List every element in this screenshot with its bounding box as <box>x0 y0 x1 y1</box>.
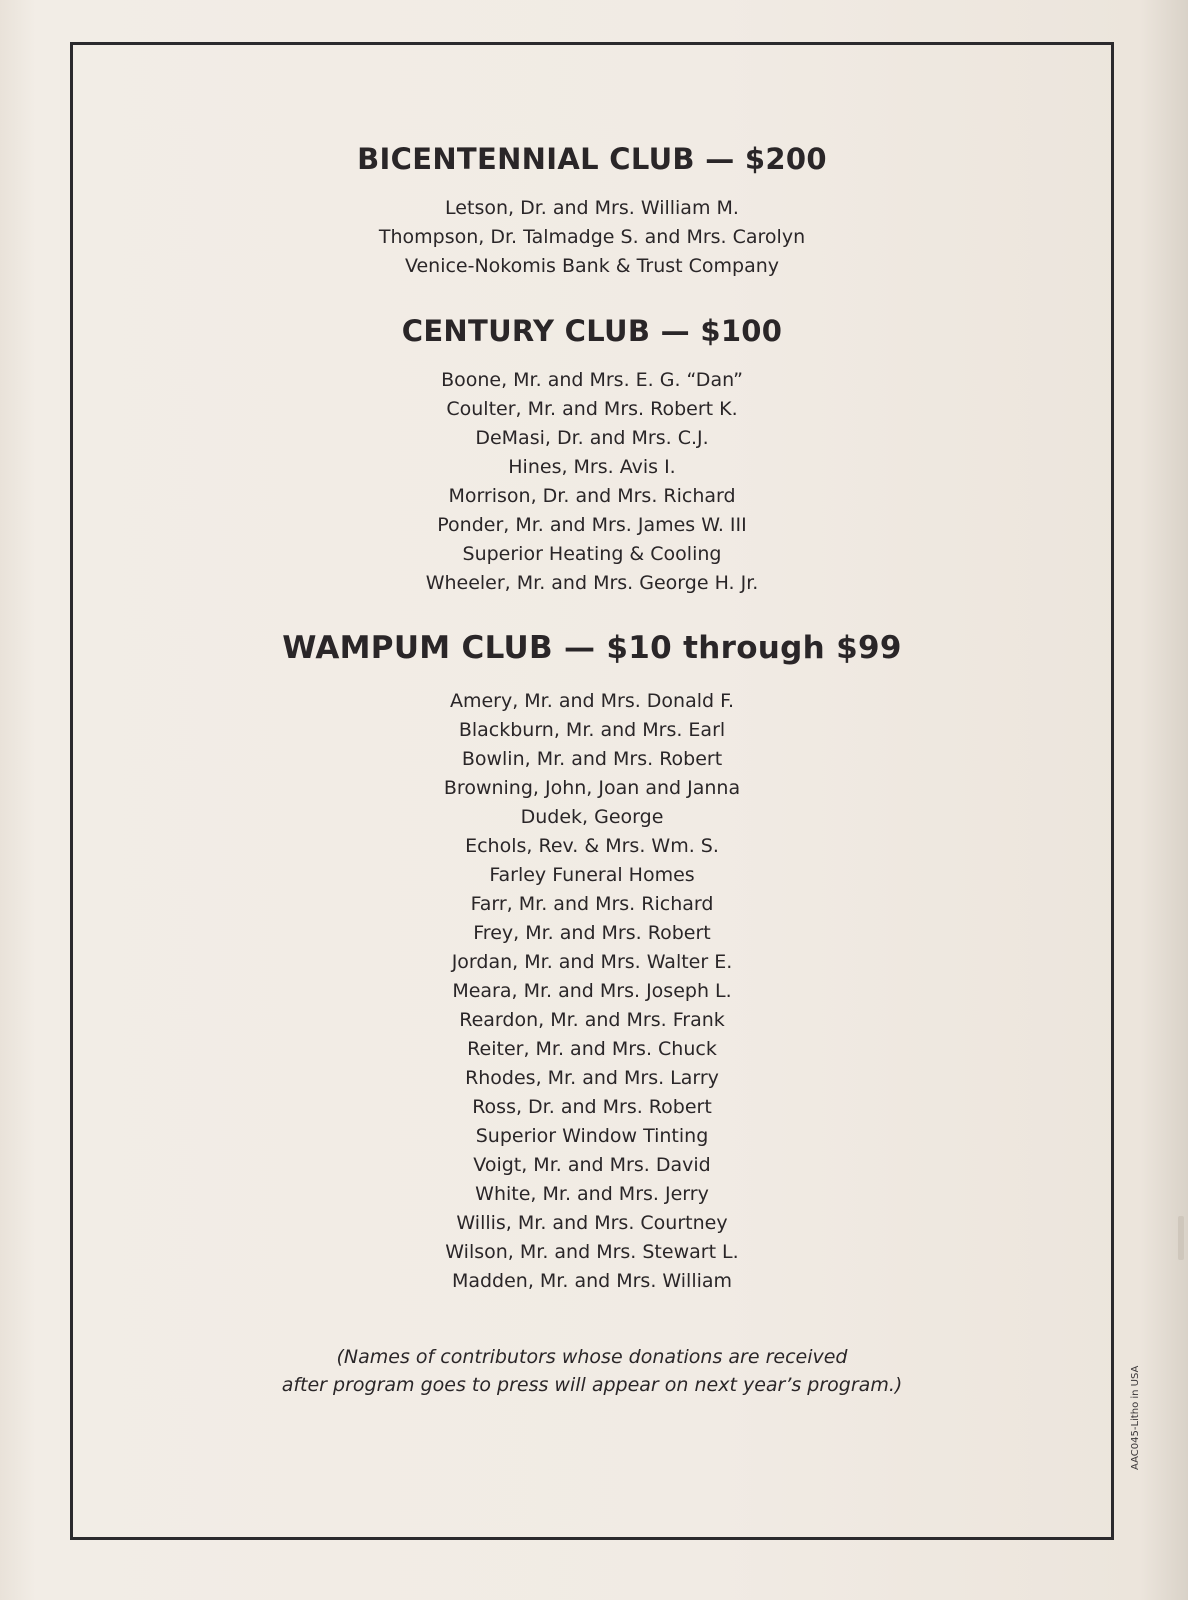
contributor-name: Dudek, George <box>520 806 664 828</box>
contributor-name: Browning, John, Joan and Janna <box>443 777 741 799</box>
contributor-name: Farley Funeral Homes <box>489 864 695 886</box>
century-club-heading: CENTURY CLUB — $100 <box>401 314 783 348</box>
bicentennial-club-heading: BICENTENNIAL CLUB — $200 <box>357 142 827 176</box>
contributor-name: Wilson, Mr. and Mrs. Stewart L. <box>445 1241 739 1263</box>
contributor-name: DeMasi, Dr. and Mrs. C.J. <box>475 427 709 449</box>
contributor-name: Rhodes, Mr. and Mrs. Larry <box>465 1067 719 1089</box>
contributor-name: Bowlin, Mr. and Mrs. Robert <box>461 748 723 770</box>
contributor-name: Voigt, Mr. and Mrs. David <box>473 1154 711 1176</box>
contributor-name: Farr, Mr. and Mrs. Richard <box>470 893 714 915</box>
wampum-club-heading: WAMPUM CLUB — $10 through $99 <box>282 630 902 666</box>
contributor-name: Meara, Mr. and Mrs. Joseph L. <box>452 980 732 1002</box>
contributor-name: Thompson, Dr. Talmadge S. and Mrs. Carolyn <box>378 226 806 248</box>
contributor-name: Letson, Dr. and Mrs. William M. <box>445 197 739 219</box>
footnote-line: (Names of contributors whose donations are received <box>336 1346 848 1368</box>
contributor-name: Hines, Mrs. Avis I. <box>508 456 676 478</box>
contributor-name: Ponder, Mr. and Mrs. James W. III <box>437 514 747 536</box>
printer-mark: AAC045-Litho in USA <box>1130 1365 1141 1470</box>
contributor-name: Morrison, Dr. and Mrs. Richard <box>448 485 736 507</box>
bicentennial-club-names <box>70 194 1114 281</box>
contributor-name: Echols, Rev. & Mrs. Wm. S. <box>465 835 719 857</box>
contributor-name: Wheeler, Mr. and Mrs. George H. Jr. <box>425 572 759 594</box>
contributor-name: Superior Window Tinting <box>475 1125 709 1147</box>
contributor-name: Venice-Nokomis Bank & Trust Company <box>404 255 780 277</box>
footnote-line: after program goes to press will appear on next year’s program.) <box>281 1374 903 1396</box>
contributor-name: Willis, Mr. and Mrs. Courtney <box>456 1212 728 1234</box>
contributor-name: Reardon, Mr. and Mrs. Frank <box>459 1009 725 1031</box>
contributor-name: Boone, Mr. and Mrs. E. G. “Dan” <box>441 369 743 391</box>
late-contributors-note <box>70 1343 1114 1399</box>
contributor-name: Superior Heating & Cooling <box>462 543 722 565</box>
contributor-name: White, Mr. and Mrs. Jerry <box>475 1183 709 1205</box>
century-club-names <box>70 366 1114 598</box>
contributor-name: Madden, Mr. and Mrs. William <box>451 1270 733 1292</box>
contributor-name: Frey, Mr. and Mrs. Robert <box>473 922 711 944</box>
contributor-name: Reiter, Mr. and Mrs. Chuck <box>467 1038 717 1060</box>
binding-staple <box>1178 1216 1184 1260</box>
wampum-club-names <box>70 687 1114 1296</box>
contributor-name: Blackburn, Mr. and Mrs. Earl <box>458 719 726 741</box>
contributor-name: Amery, Mr. and Mrs. Donald F. <box>449 690 735 712</box>
contributor-name: Coulter, Mr. and Mrs. Robert K. <box>446 398 738 420</box>
contributor-name: Jordan, Mr. and Mrs. Walter E. <box>451 951 733 973</box>
contributor-name: Ross, Dr. and Mrs. Robert <box>472 1096 712 1118</box>
